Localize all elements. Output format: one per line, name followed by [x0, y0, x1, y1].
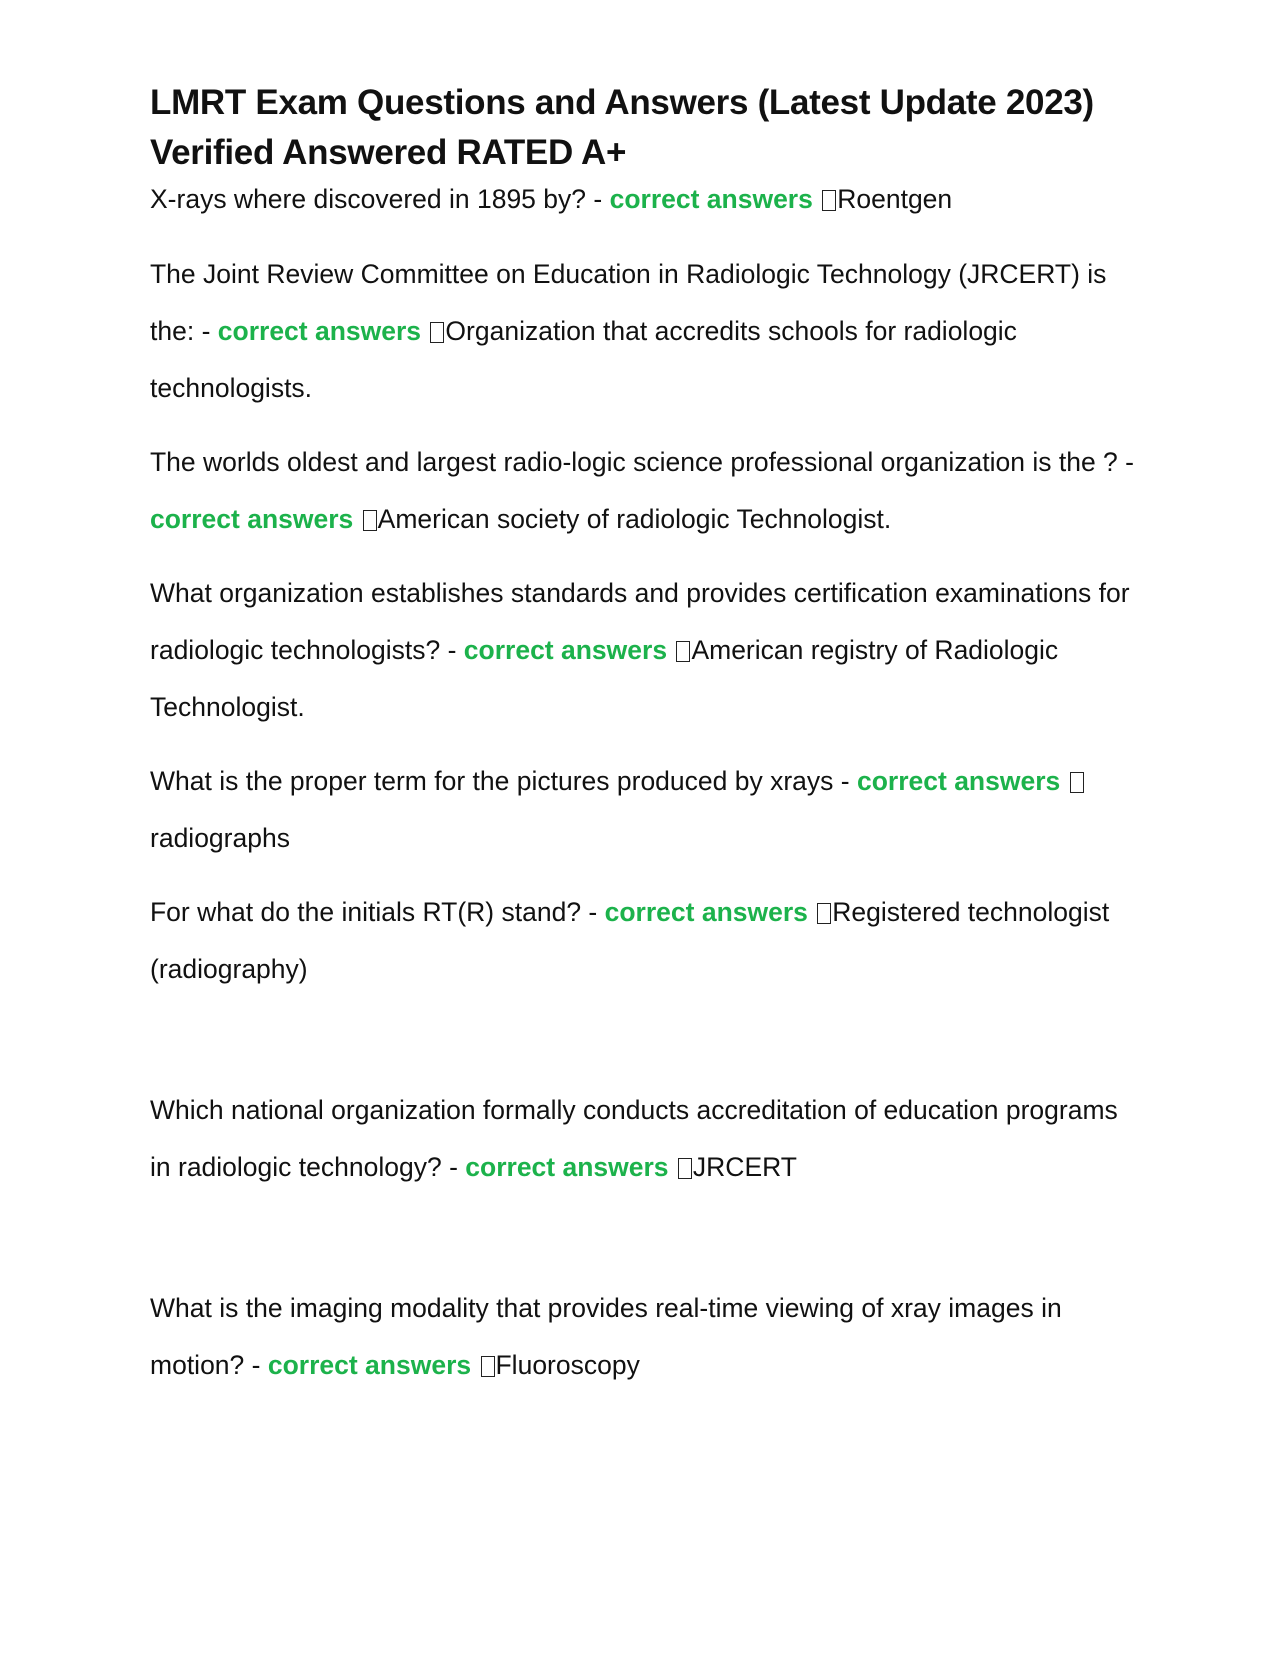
correct-answers-label: correct answers: [150, 504, 354, 534]
missing-glyph-icon: [676, 641, 690, 662]
question-text: Which national organization formally conducts accreditation of education programs in radiologic technology?: [150, 1095, 1118, 1182]
correct-answers-label: correct answers: [604, 897, 808, 927]
qa-item-4: What organization establishes standards and provides certification examinations for radiologic technologists? - correct answers American registry of Radiologic Technologist.: [150, 578, 1130, 722]
answer-text: JRCERT: [692, 1152, 797, 1182]
answer-text: Organization that accredits schools for radiologic technologists.: [150, 316, 1017, 403]
qa-item-5: What is the proper term for the pictures produced by xrays - correct answers radiographs: [150, 753, 1135, 867]
answer-text: Registered technologist (radiography): [150, 897, 1110, 984]
qa-item-8: What is the imaging modality that provides real-time viewing of xray images in motion? - correct answers Fluoroscopy: [150, 1293, 1062, 1380]
answer-text: radiographs: [150, 823, 290, 853]
question-text: The Joint Review Committee on Education in Radiologic Technology (JRCERT) is the:: [150, 259, 1107, 346]
question-text: What is the proper term for the pictures produced by xrays: [150, 766, 834, 796]
correct-answers-label: correct answers: [463, 635, 668, 665]
answer-text: Fluoroscopy: [495, 1350, 640, 1380]
answer-text: American registry of Radiologic Technologist.: [150, 635, 1059, 722]
missing-glyph-icon: [363, 510, 377, 531]
document-page: [150, 78, 1135, 1411]
qa-item-1: X-rays where discovered in 1895 by? - correct answers Roentgen: [150, 184, 953, 214]
missing-glyph-icon: [1070, 772, 1084, 793]
question-text: What is the imaging modality that provides real-time viewing of xray images in motion?: [150, 1293, 1062, 1380]
missing-glyph-icon: [430, 322, 444, 343]
missing-glyph-icon: [822, 190, 836, 211]
question-text: X-rays where discovered in 1895 by?: [150, 184, 587, 214]
missing-glyph-icon: [678, 1158, 692, 1179]
question-text: The worlds oldest and largest radio-logic science professional organization is the ?: [150, 447, 1118, 477]
question-text: For what do the initials RT(R) stand?: [150, 897, 582, 927]
answer-text: American society of radiologic Technologist.: [377, 504, 892, 534]
qa-item-7: Which national organization formally conducts accreditation of education programs in radiologic technology? - correct answers JRCERT: [150, 1095, 1118, 1182]
question-text: What organization establishes standards and provides certification examinations for radiologic technologists?: [150, 578, 1130, 665]
correct-answers-label: correct answers: [609, 184, 813, 214]
qa-item-3: The worlds oldest and largest radio-logic science professional organization is the ? - correct answers American society of radiologic Technologist.: [150, 447, 1134, 534]
correct-answers-label: correct answers: [856, 766, 1061, 796]
missing-glyph-icon: [481, 1356, 495, 1377]
qa-item-2: The Joint Review Committee on Education in Radiologic Technology (JRCERT) is the: - correct answers Organization that accredits schools for radiologic technologists.: [150, 259, 1107, 403]
missing-glyph-icon: [817, 903, 831, 924]
qa-item-6: For what do the initials RT(R) stand? - correct answers Registered technologist (radiography): [150, 897, 1110, 984]
correct-answers-label: correct answers: [217, 316, 422, 346]
document-title: LMRT Exam Questions and Answers (Latest Update 2023) Verified Answered RATED A+: [150, 83, 1094, 172]
correct-answers-label: correct answers: [465, 1152, 669, 1182]
answer-text: Roentgen: [837, 184, 953, 214]
correct-answers-label: correct answers: [267, 1350, 472, 1380]
